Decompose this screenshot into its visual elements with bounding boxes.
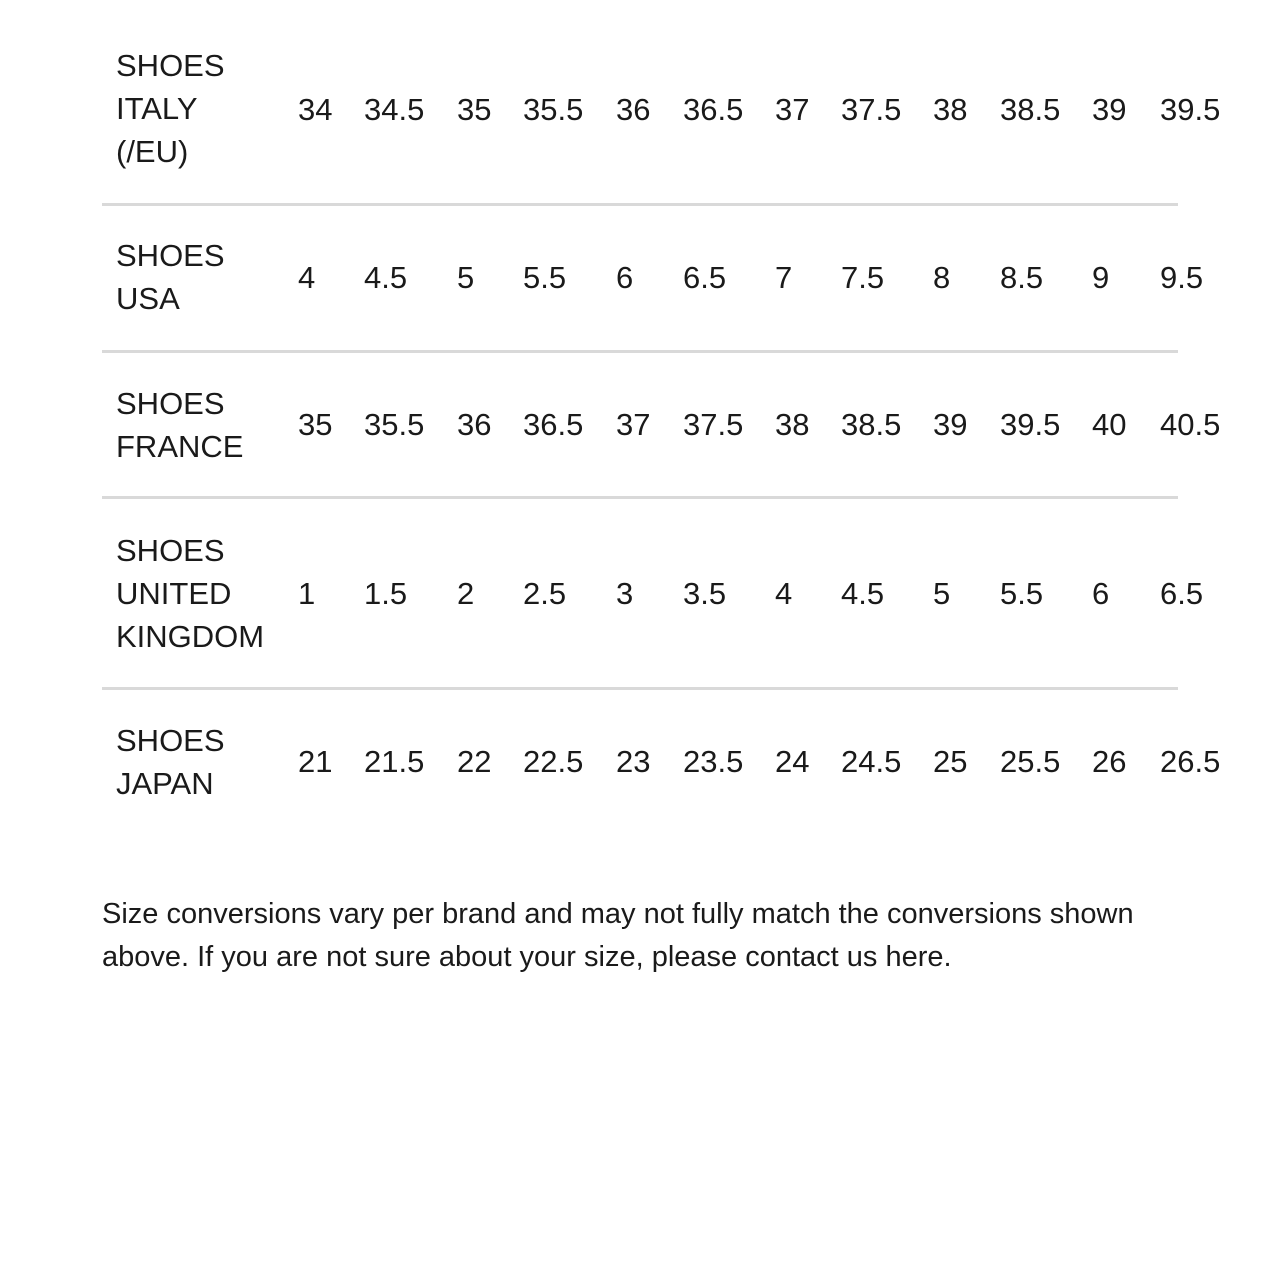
size-cell: 7.5 xyxy=(841,260,885,295)
size-cell: 9 xyxy=(1092,260,1110,295)
size-cell: 40.5 xyxy=(1160,407,1221,442)
size-cell: 4.5 xyxy=(841,576,885,611)
size-cell: 9.5 xyxy=(1160,260,1204,295)
row-divider xyxy=(102,687,1178,690)
size-cell: 38.5 xyxy=(1000,92,1061,127)
size-cell: 25 xyxy=(933,744,968,779)
size-cell: 22 xyxy=(457,744,492,779)
size-cell: 21.5 xyxy=(364,744,425,779)
size-cell: 5 xyxy=(457,260,475,295)
size-cell: 4 xyxy=(298,260,316,295)
row-label-italy: SHOES ITALY (/EU) xyxy=(116,48,225,169)
size-cell: 35.5 xyxy=(364,407,425,442)
size-cell: 4 xyxy=(775,576,793,611)
size-cell: 21 xyxy=(298,744,333,779)
size-cell: 36 xyxy=(616,92,651,127)
size-cell: 23 xyxy=(616,744,651,779)
size-cell: 37.5 xyxy=(683,407,744,442)
size-cell: 5.5 xyxy=(523,260,567,295)
row-divider xyxy=(102,203,1178,206)
size-cell: 23.5 xyxy=(683,744,744,779)
row-divider xyxy=(102,496,1178,499)
size-cell: 36.5 xyxy=(683,92,744,127)
size-disclaimer: Size conversions vary per brand and may not fully match the conversions shown above. If you are not sure about your size, please contact us here. xyxy=(102,898,1134,973)
size-cell: 38.5 xyxy=(841,407,902,442)
size-cell: 37.5 xyxy=(841,92,902,127)
size-cell: 24 xyxy=(775,744,810,779)
size-cell: 3 xyxy=(616,576,634,611)
size-cell: 6 xyxy=(1092,576,1110,611)
size-cell: 3.5 xyxy=(683,576,727,611)
size-cell: 5.5 xyxy=(1000,576,1044,611)
row-label-usa: SHOES USA xyxy=(116,238,225,316)
size-cell: 40 xyxy=(1092,407,1127,442)
size-cell: 36 xyxy=(457,407,492,442)
size-cell: 6 xyxy=(616,260,634,295)
size-cell: 38 xyxy=(933,92,968,127)
size-cell: 8 xyxy=(933,260,951,295)
size-cell: 24.5 xyxy=(841,744,902,779)
size-cell: 35 xyxy=(457,92,492,127)
size-cell: 34.5 xyxy=(364,92,425,127)
row-divider xyxy=(102,350,1178,353)
row-label-united-kingdom: SHOES UNITED KINGDOM xyxy=(116,533,265,654)
size-cell: 26 xyxy=(1092,744,1127,779)
size-cell: 37 xyxy=(616,407,651,442)
size-cell: 7 xyxy=(775,260,793,295)
size-cell: 1.5 xyxy=(364,576,408,611)
size-cell: 39.5 xyxy=(1160,92,1221,127)
size-cell: 6.5 xyxy=(1160,576,1204,611)
size-cell: 37 xyxy=(775,92,810,127)
size-cell: 4.5 xyxy=(364,260,408,295)
size-cell: 34 xyxy=(298,92,333,127)
size-cell: 39 xyxy=(933,407,968,442)
size-cell: 26.5 xyxy=(1160,744,1221,779)
size-cell: 22.5 xyxy=(523,744,584,779)
size-cell: 39.5 xyxy=(1000,407,1061,442)
size-cell: 35.5 xyxy=(523,92,584,127)
size-cell: 6.5 xyxy=(683,260,727,295)
size-cell: 2 xyxy=(457,576,475,611)
size-cell: 36.5 xyxy=(523,407,584,442)
size-cell: 2.5 xyxy=(523,576,567,611)
size-cell: 5 xyxy=(933,576,951,611)
size-cell: 1 xyxy=(298,576,316,611)
size-cell: 39 xyxy=(1092,92,1127,127)
size-cell: 25.5 xyxy=(1000,744,1061,779)
size-cell: 38 xyxy=(775,407,810,442)
row-label-japan: SHOES JAPAN xyxy=(116,723,225,801)
size-cell: 35 xyxy=(298,407,333,442)
size-cell: 8.5 xyxy=(1000,260,1044,295)
row-label-france: SHOES FRANCE xyxy=(116,386,244,464)
